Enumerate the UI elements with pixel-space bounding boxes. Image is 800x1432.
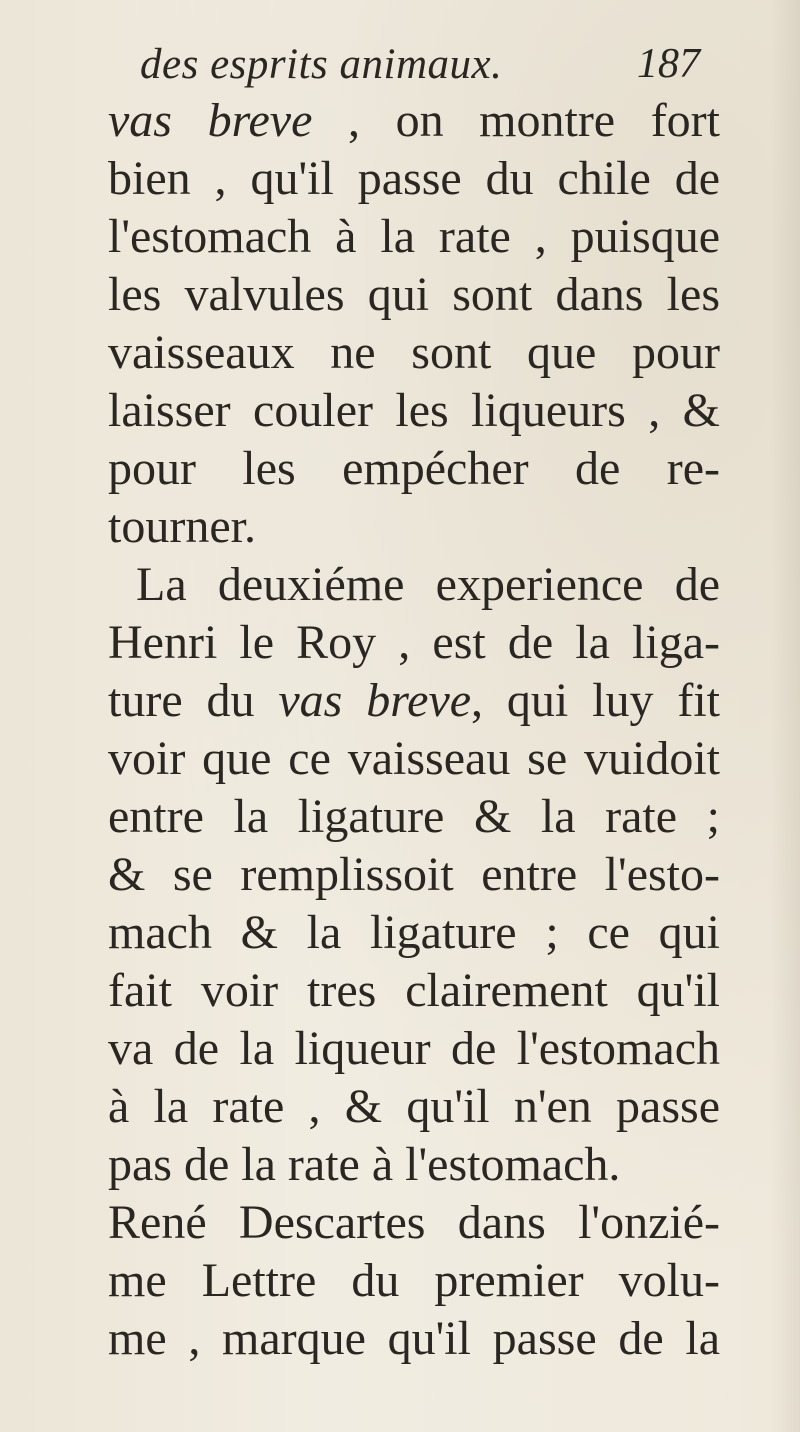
text-line: va de la liqueur de l'estomach bbox=[108, 1022, 720, 1075]
text-line: les valvules qui sont dans les bbox=[108, 268, 720, 321]
body-text bbox=[108, 92, 720, 1368]
text-line: me Lettre du premier volu- bbox=[108, 1254, 720, 1307]
text-line: Henri le Roy , est de la liga- bbox=[108, 616, 720, 669]
text-line: voir que ce vaisseau se vuidoit bbox=[108, 732, 720, 785]
text-line: bien , qu'il passe du chile de bbox=[108, 152, 720, 205]
line-text: , qui luy fit bbox=[471, 674, 720, 727]
text-line: mach & la ligature ; ce qui bbox=[108, 906, 720, 959]
line-text: ture du bbox=[108, 674, 279, 727]
page-header bbox=[140, 40, 700, 100]
text-line: laisser couler les liqueurs , & bbox=[108, 384, 720, 437]
text-line: à la rate , & qu'il n'en passe bbox=[108, 1080, 720, 1133]
line-text: , on montre fort bbox=[312, 94, 721, 147]
text-line: l'estomach à la rate , puisque bbox=[108, 210, 720, 263]
text-line bbox=[108, 92, 720, 150]
page-edge-shadow bbox=[770, 0, 800, 1432]
text-line: pour les empécher de re- bbox=[108, 442, 720, 495]
text-line bbox=[108, 672, 720, 730]
text-line: & se remplissoit entre l'esto- bbox=[108, 848, 720, 901]
text-line: La deuxiéme experience de bbox=[136, 558, 720, 611]
italic-term: vas breve bbox=[278, 674, 472, 727]
text-line: entre la ligature & la rate ; bbox=[108, 790, 720, 843]
text-line: tourner. bbox=[108, 500, 256, 553]
text-line: vaisseaux ne sont que pour bbox=[108, 326, 720, 379]
text-line: pas de la rate à l'estomach. bbox=[108, 1138, 621, 1191]
italic-term: vas breve bbox=[108, 94, 313, 147]
text-line: me , marque qu'il passe de la bbox=[108, 1312, 720, 1365]
text-line: René Descartes dans l'onzié- bbox=[108, 1196, 720, 1249]
text-line: fait voir tres clairement qu'il bbox=[108, 964, 720, 1017]
page-number: 187 bbox=[637, 41, 700, 87]
running-head: des esprits animaux. bbox=[140, 41, 503, 88]
